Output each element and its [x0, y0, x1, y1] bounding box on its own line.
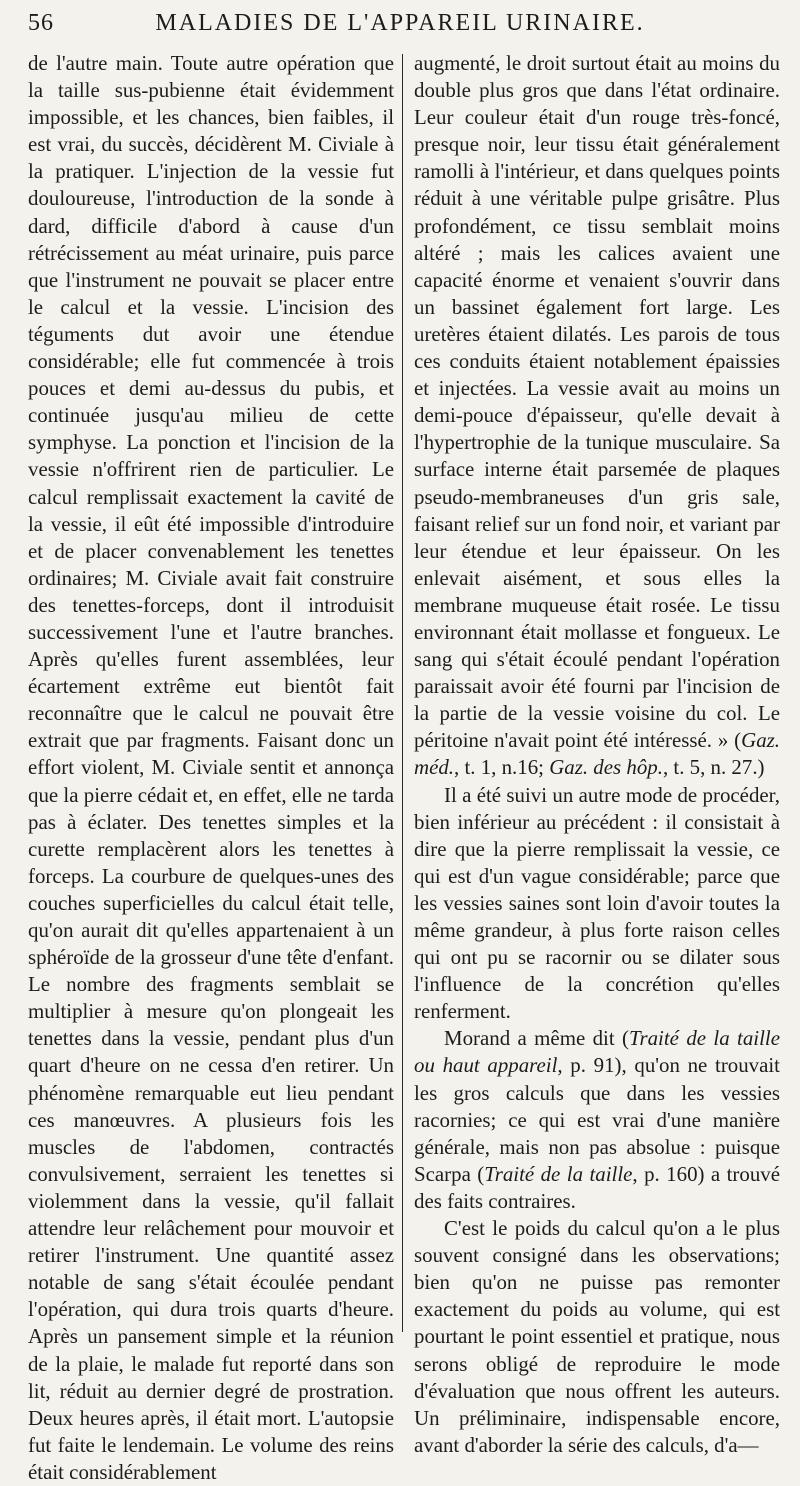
column-divider — [402, 54, 403, 1332]
paragraph-text: , p. 160) a trouvé des faits contraires. — [414, 1161, 780, 1213]
left-column-paragraph: de l'autre main. Toute autre opération que la taille sus-pubienne était évidemment impossible, et les chances, bien faibles, il est vrai, du succès, décidèrent M. Civiale à la pratiquer. L'injection de la vessie fut douloureuse, l'introduction de la sonde à dard, difficile d'abord à cause d'un rétrécissement au méat urinaire, puis parce que l'instrument ne pouvait se placer entre le calcul et la vessie. L'incision des téguments dut avoir une étendue considérable; elle fut commencée à trois pouces et demi au-dessus du pubis, et continuée jusqu'au milieu de cette symphyse. La ponction et l'incision de la vessie n'offrirent rien de particulier. Le calcul remplissait exactement la cavité de la vessie, il eût été impossible d'introduire et de placer convenablement les tenettes ordinaires; M. Civiale avait fait construire des tenettes-forceps, dont il introduisit successivement l'une et l'autre branches. Après qu'elles furent assemblées, leur écartement extrême eut bientôt fait reconnaître que le calcul ne pouvait être extrait que par fragments. Faisant donc un effort violent, M. Civiale sentit et annonça que la pierre cédait et, en effet, elle ne tarda pas à éclater. Des tenettes simples et la curette remplacèrent alors les tenettes à forceps. La courbure de quelques-unes des couches superficielles du calcul était telle, qu'on aurait dit qu'elles appartenaient à un sphéroïde de la grosseur d'une tête d'enfant. Le nombre des fragments semblait se multiplier à mesure qu'on plongeait les tenettes dans la vessie, pendant plus d'un quart d'heure on ne cessa d'en retirer. Un phénomène remarquable eut lieu pendant ces manœuvres. A plusieurs fois les muscles de l'abdomen, contractés convulsivement, serraient les tenettes si violemment dans la vessie, qu'il fallait attendre leur relâchement pour mouvoir et retirer l'instrument. Une quantité assez notable de sang s'était écoulée pendant l'opération, qui dura trois quarts d'heure. Après un pansement simple et la réunion de la plaie, le malade fut reporté dans son lit, réduit au dernier degré de prostration. Deux heures après, il était mort. L'autopsie fut faite le lendemain. Le volume des reins était considérablement — [28, 51, 394, 1484]
citation-gaz-med: Gaz. méd. — [414, 728, 780, 780]
right-column-paragraph-4: C'est le poids du calcul qu'on a le plus souvent consigné dans les observations; bien qu'on ne puisse pas remonter exactement du poids au volume, qui est pourtant le point essentiel et pratique, nous serons obligé de reproduire le mode d'évaluation que nous offrent les auteurs. Un préliminaire, indispensable encore, avant d'aborder la série des calculs, d'a— — [414, 1216, 780, 1457]
citation-text: , t. 1, n.16; — [454, 755, 550, 780]
citation-text: , t. 5, n. 27.) — [662, 755, 765, 780]
citation-scarpa: Traité de la taille — [484, 1161, 633, 1186]
right-column-paragraph-1 — [414, 50, 780, 782]
page-header — [28, 10, 772, 44]
paragraph-text: augmenté, le droit surtout était au moins du double plus gros que dans l'état ordinaire. Leur couleur était d'un rouge très-foncé, presque noir, leur tissu était généralement ramolli à l'intérieur, et dans quelques points réduit à une véritable pulpe grisâtre. Plus profondément, ce tissu semblait moins altéré ; mais les calices avaient une capacité énorme et venaient s'ouvrir dans un bassinet également fort large. Les uretères étaient dilatés. Les parois de tous ces conduits étaient notablement épaissies et injectées. La vessie avait au moins un demi-pouce d'épaisseur, qu'elle devait à l'hypertrophie de la tunique musculaire. Sa surface interne était parsemée de plaques pseudo-membraneuses d'un gris sale, faisant relief sur un fond noir, et variant par leur étendue et leur épaisseur. On les enlevait aisément, et sous elles la membrane muqueuse était rosée. Le tissu environnant était mollasse et fongueux. Le sang qui s'était écoulé pendant l'opération paraissait avoir été fourni par l'incision de la partie de la vessie voisine du col. Le péritoine n'avait point été intéressé. » ( — [414, 51, 780, 753]
left-column — [28, 50, 394, 1484]
text-columns — [28, 50, 780, 1484]
page-number: 56 — [28, 10, 54, 36]
running-head: MALADIES DE L'APPAREIL URINAIRE. — [155, 10, 645, 36]
paragraph-text: , p. 91), qu'on ne trouvait les gros calculs que dans les vessies racornies; ce qui est vrai d'une manière générale, mais non pas absolue : puisque Scarpa ( — [414, 1053, 780, 1186]
right-column-paragraph-2: Il a été suivi un autre mode de procéder, bien inférieur au précédent : il consistait à dire que la pierre remplissait la vessie, ce qui est d'un vague considérable; parce que les vessies saines sont loin d'avoir toutes la même grandeur, à plus forte raison celles qui ont pu se racornir ou se dilater sous l'influence de la concrétion qu'elles renferment. — [414, 782, 780, 1024]
right-column — [414, 50, 780, 1457]
citation-morand: Traité de la taille ou haut appareil — [414, 1026, 780, 1078]
right-column-paragraph-3 — [414, 1025, 780, 1215]
paragraph-text: Morand a même dit ( — [444, 1026, 630, 1051]
citation-gaz-hop: Gaz. des hôp. — [549, 755, 663, 780]
